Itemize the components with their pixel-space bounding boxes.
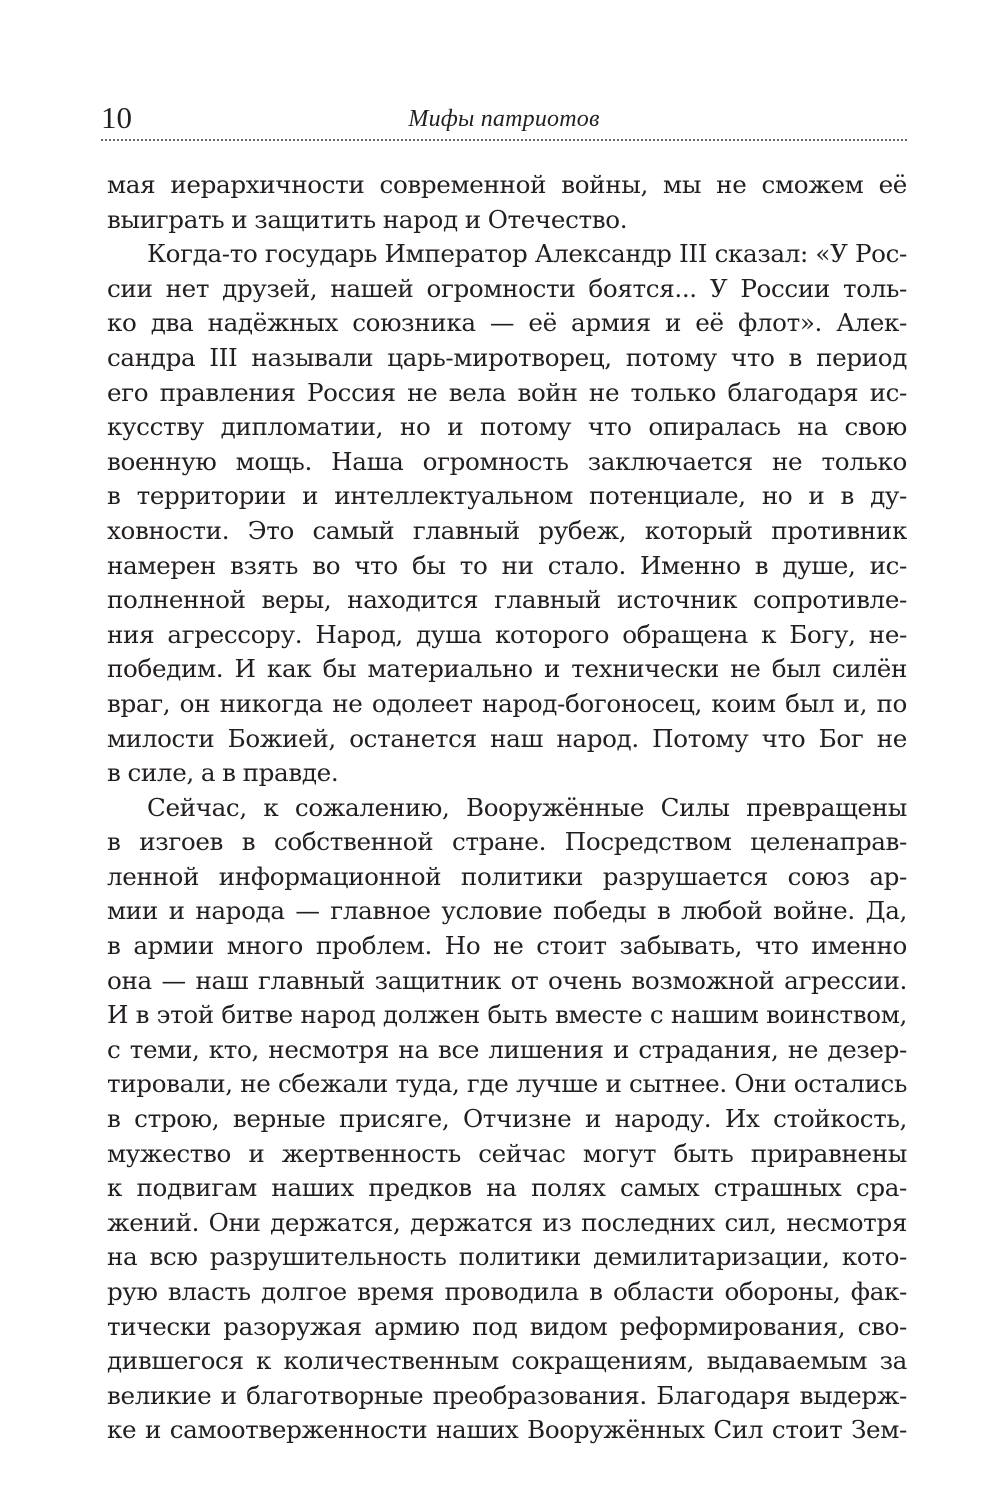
text-line: победим. И как бы материально и технически не был силён [107, 654, 907, 684]
text-line: в строю, верные присяге, Отчизне и народу. Их стойкость, [107, 1104, 907, 1134]
text-line: ке и самоотверженности наших Вооружённых Сил стоит Зем- [107, 1415, 907, 1445]
text-line: мии и народа — главное условие победы в любой войне. Да, [107, 896, 907, 926]
text-line: ния агрессору. Народ, душа которого обращена к Богу, не- [107, 619, 907, 649]
text-line: И в этой битве народ должен быть вместе с нашим воинством, [107, 1000, 907, 1030]
text-line: милости Божией, останется наш народ. Потому что Бог не [107, 723, 907, 753]
text-line: жений. Они держатся, держатся из последних сил, несмотря [107, 1207, 907, 1237]
text-line: ленной информационной политики разрушается союз ар- [107, 861, 907, 891]
body-text [107, 168, 907, 1468]
text-line: рую власть долгое время проводила в области обороны, фак- [107, 1277, 907, 1306]
text-line: тировали, не сбежали туда, где лучше и сытнее. Они остались [107, 1069, 907, 1099]
text-line: выиграть и защитить народ и Отечество. [107, 204, 628, 234]
running-header [101, 96, 907, 140]
text-line: мая иерархичности современной войны, мы не сможем её [107, 170, 907, 199]
text-line: в территории и интеллектуальном потенциале, но и в ду- [107, 481, 907, 511]
text-line: намерен взять во что бы то ни стало. Именно в душе, ис- [107, 550, 907, 580]
text-line: сандра III называли царь-миротворец, потому что в период [107, 342, 907, 372]
text-line: мужество и жертвенность сейчас могут быть приравнены [107, 1138, 907, 1168]
text-line: дившегося к количественным сокращениям, выдаваемым за [107, 1346, 907, 1376]
text-line: в силе, а в правде. [107, 758, 339, 788]
header-divider [101, 139, 907, 141]
text-line: к подвигам наших предков на полях самых страшных сра- [107, 1173, 907, 1203]
text-line: враг, он никогда не одолеет народ-богоносец, коим был и, по [107, 688, 907, 718]
text-line: в армии много проблем. Но не стоит забывать, что именно [107, 931, 907, 961]
text-line: полненной веры, находится главный источник сопротивле- [107, 585, 907, 615]
text-line: ко два надёжных союзника — её армия и её флот». Алек- [107, 308, 907, 338]
text-line: тически разоружая армию под видом реформирования, сво- [107, 1311, 907, 1341]
text-line: в изгоев в собственной стране. Посредством целенаправ- [107, 827, 907, 857]
text-line: она — наш главный защитник от очень возможной агрессии. [107, 965, 907, 995]
text-line: военную мощь. Наша огромность заключается не только [107, 446, 907, 476]
text-line: великие и благотворные преобразования. Благодаря выдерж- [107, 1380, 907, 1410]
text-line: его правления Россия не вела войн не только благодаря ис- [107, 377, 907, 407]
text-line: сии нет друзей, нашей огромности боятся... У России толь- [107, 273, 907, 303]
text-line: Когда-то государь Император Александр III сказал: «У Рос- [147, 239, 907, 269]
page-number: 10 [101, 100, 132, 135]
text-line: Сейчас, к сожалению, Вооружённые Силы превращены [147, 792, 907, 822]
running-title: Мифы патриотов [408, 106, 600, 132]
text-line: кусству дипломатии, но и потому что опиралась на свою [107, 412, 907, 442]
text-line: с теми, кто, несмотря на все лишения и страдания, не дезер- [107, 1034, 907, 1064]
text-line: ховности. Это самый главный рубеж, который противник [107, 515, 907, 545]
text-line: на всю разрушительность политики демилитаризации, кото- [107, 1242, 907, 1272]
